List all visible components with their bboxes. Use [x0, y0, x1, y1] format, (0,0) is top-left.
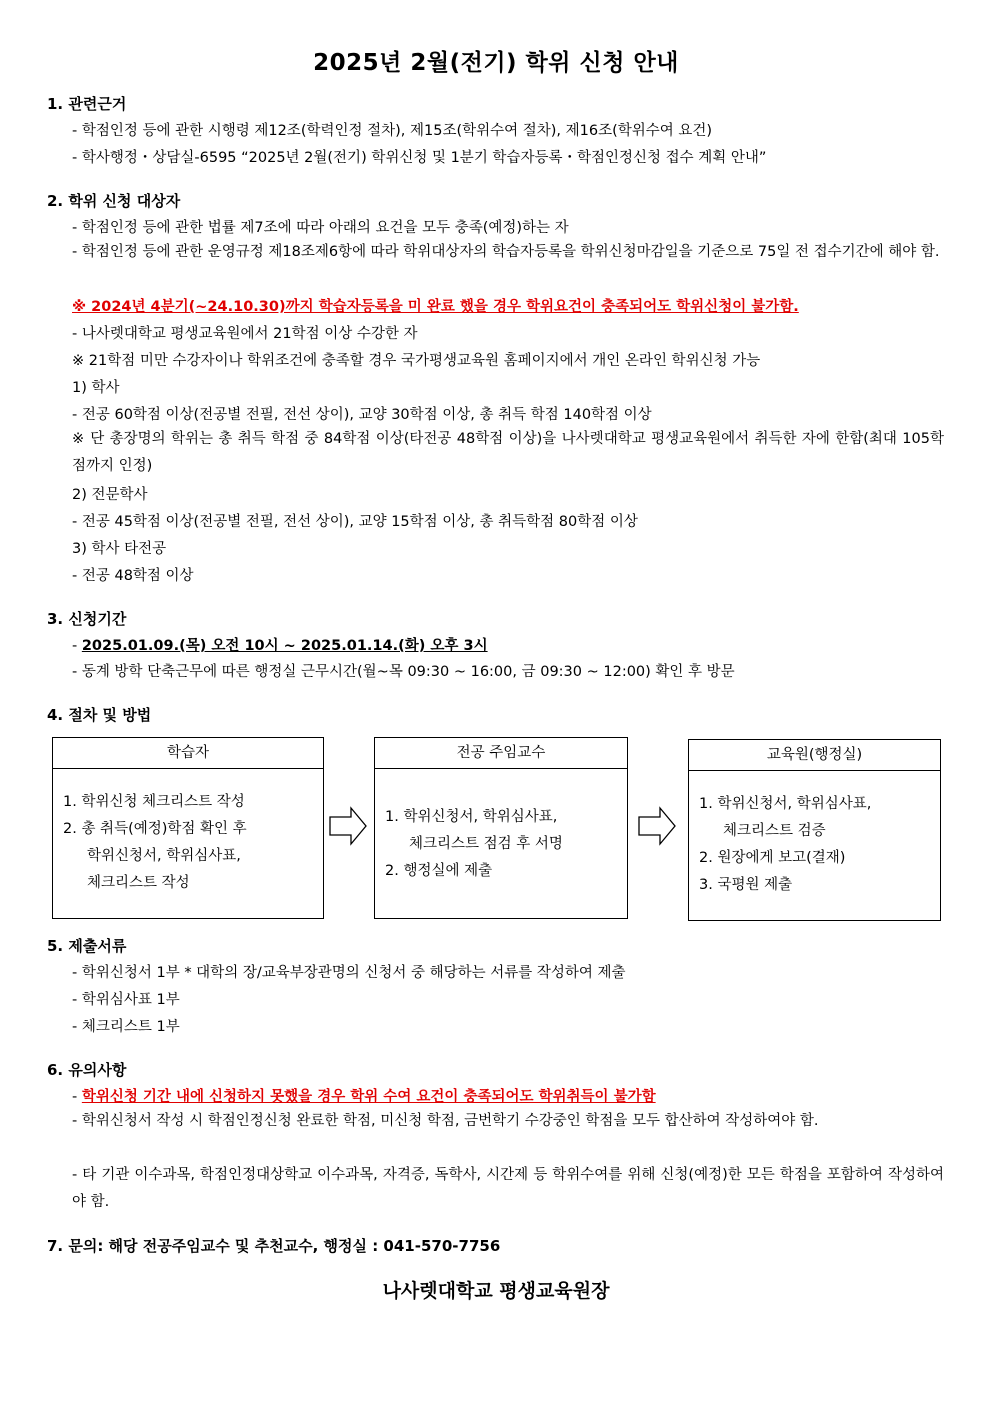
- box-line: 학위신청서, 학위심사표,: [87, 848, 241, 864]
- section-2-line-4: ※ 21학점 미만 수강자이나 학위조건에 충족할 경우 국가평생교육원 홈페이지에서 개인 온라인 학위신청 가능: [72, 353, 761, 369]
- section-2-line-10: 3) 학사 타전공: [72, 541, 167, 557]
- section-2-heading: 2. 학위 신청 대상자: [47, 192, 181, 210]
- section-5-line-1: - 학위신청서 1부 * 대학의 장/교육부장관명의 신청서 중 해당하는 서류를 작성하여 제출: [72, 965, 626, 981]
- box-line: 2. 행정실에 제출: [385, 863, 493, 879]
- box-line: 2. 총 취득(예정)학점 확인 후: [63, 821, 247, 837]
- section-2-line-11: - 전공 48학점 이상: [72, 568, 194, 584]
- section-4-heading: 4. 절차 및 방법: [47, 706, 152, 724]
- section-2-line-7: ※ 단 총장명의 학위는 총 취득 학점 중 84학점 이상(타전공 48학점 이상)을 나사렛대학교 평생교육원에서 취득한 자에 한함(최대 105학점까지 인정): [72, 431, 944, 474]
- process-box-admin: [688, 739, 941, 921]
- section-2-line-6: - 전공 60학점 이상(전공별 전필, 전선 상이), 교양 30학점 이상, 총 취득 학점 140학점 이상: [72, 407, 652, 423]
- box-line: 1. 학위신청서, 학위심사표,: [385, 809, 558, 825]
- section-7-heading: 7. 문의: 해당 전공주임교수 및 추천교수, 행정실 : 041-570-7756: [47, 1237, 501, 1255]
- box-line: 체크리스트 검증: [723, 823, 826, 839]
- page-title: 2025년 2월(전기) 학위 신청 안내: [313, 50, 679, 76]
- section-6-heading: 6. 유의사항: [47, 1061, 127, 1079]
- section-2-line-5: 1) 학사: [72, 380, 120, 396]
- section-1-heading: 1. 관련근거: [47, 95, 127, 113]
- box-title: 학습자: [53, 738, 323, 769]
- issuer-signature: 나사렛대학교 평생교육원장: [382, 1280, 610, 1302]
- section-5-line-2: - 학위심사표 1부: [72, 992, 180, 1008]
- box-body: [385, 804, 617, 885]
- section-5-line-3: - 체크리스트 1부: [72, 1019, 180, 1035]
- section-5-heading: 5. 제출서류: [47, 937, 127, 955]
- section-1-line-2: - 학사행정・상담실-6595 “2025년 2월(전기) 학위신청 및 1분기 학습자등록・학점인정신청 접수 계획 안내”: [72, 150, 767, 166]
- box-line: 3. 국평원 제출: [699, 877, 793, 893]
- box-body: [699, 791, 930, 899]
- box-title: 교육원(행정실): [689, 740, 940, 771]
- box-body: [63, 789, 313, 897]
- section-2-line-9: - 전공 45학점 이상(전공별 전필, 전선 상이), 교양 15학점 이상, 총 취득학점 80학점 이상: [72, 514, 638, 530]
- warning-text: ※ 2024년 4분기(~24.10.30)까지 학습자등록을 미 완료 했을 경우 학위요건이 충족되어도 학위신청이 불가함.: [72, 299, 799, 315]
- box-line: 1. 학위신청서, 학위심사표,: [699, 796, 872, 812]
- application-period: 2025.01.09.(목) 오전 10시 ~ 2025.01.14.(화) 오후 3시: [81, 638, 488, 654]
- section-6-line-3: - 타 기관 이수과목, 학점인정대상학교 이수과목, 자격증, 독학사, 시간제 등 학위수여를 위해 신청(예정)한 모든 학점을 포함하여 작성하여야 함.: [72, 1167, 944, 1210]
- box-line: 체크리스트 점검 후 서명: [409, 836, 563, 852]
- section-3-line-2: - 동계 방학 단축근무에 따른 행정실 근무시간(월~목 09:30 ~ 16:00, 금 09:30 ~ 12:00) 확인 후 방문: [72, 664, 735, 680]
- section-2-line-8: 2) 전문학사: [72, 487, 148, 503]
- box-line: 2. 원장에게 보고(결재): [699, 850, 846, 866]
- box-title: 전공 주임교수: [375, 738, 627, 769]
- box-line: 1. 학위신청 체크리스트 작성: [63, 794, 245, 810]
- section-1-line-1: - 학점인정 등에 관한 시행령 제12조(학력인정 절차), 제15조(학위수여 절차), 제16조(학위수여 요건): [72, 123, 713, 139]
- warning-text: 학위신청 기간 내에 신청하지 못했을 경우 학위 수여 요건이 충족되어도 학위취득이 불가함: [81, 1089, 656, 1105]
- box-line: 체크리스트 작성: [87, 875, 190, 891]
- section-2-warning: [72, 297, 799, 317]
- process-box-learner: [52, 737, 324, 919]
- process-box-professor: [374, 737, 628, 919]
- section-3-heading: 3. 신청기간: [47, 610, 127, 628]
- arrow-right-icon: [638, 806, 676, 846]
- section-2-line-2: - 학점인정 등에 관한 운영규정 제18조제6항에 따라 학위대상자의 학습자등록을 학위신청마감일을 기준으로 75일 전 접수기간에 해야 함.: [72, 244, 940, 260]
- dash: -: [72, 1089, 82, 1105]
- section-6-line-1: [72, 1087, 656, 1107]
- dash: -: [72, 638, 82, 654]
- section-2-line-1: - 학점인정 등에 관한 법률 제7조에 따라 아래의 요건을 모두 충족(예정)하는 자: [72, 220, 569, 236]
- section-6-line-2: - 학위신청서 작성 시 학점인정신청 완료한 학점, 미신청 학점, 금번학기 수강중인 학점을 모두 합산하여 작성하여야 함.: [72, 1113, 819, 1129]
- arrow-right-icon: [329, 806, 367, 846]
- section-2-line-3: - 나사렛대학교 평생교육원에서 21학점 이상 수강한 자: [72, 326, 418, 342]
- section-3-line-1: [72, 636, 488, 656]
